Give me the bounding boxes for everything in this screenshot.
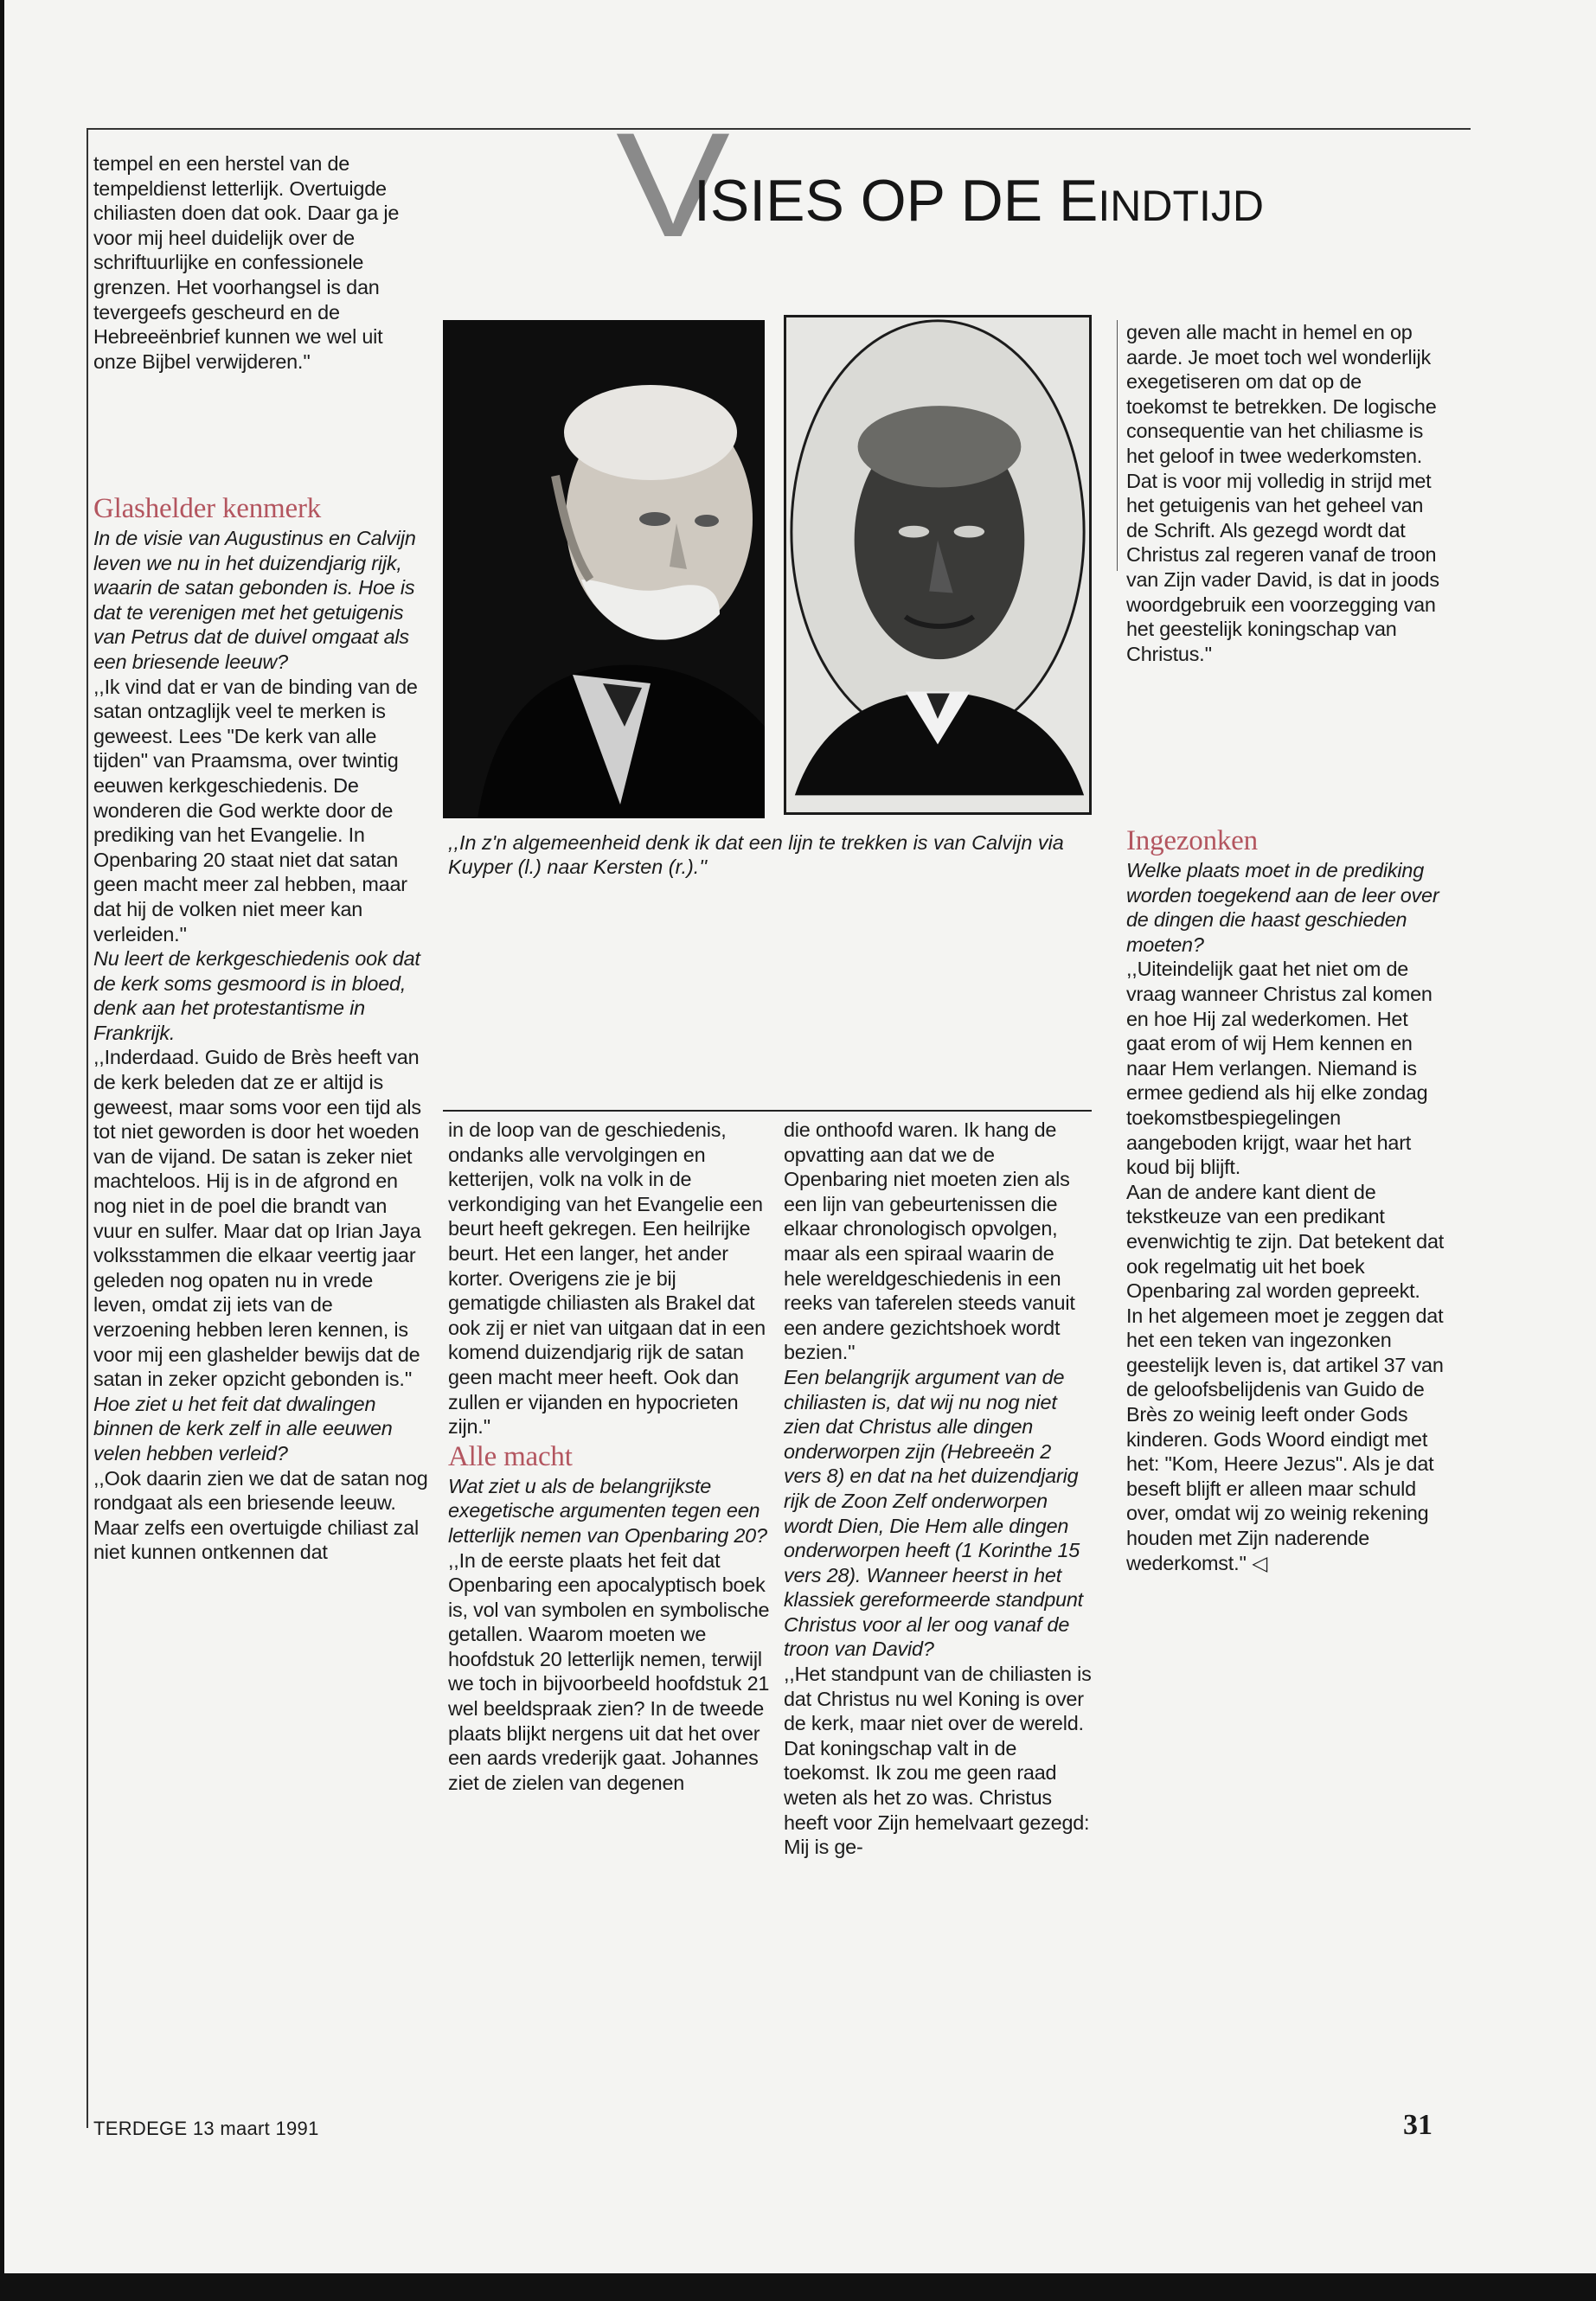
body-paragraph: Aan de andere kant dient de tekstkeuze van een predikant evenwichtig te zijn. Dat betekent dat ook regelmatig uit het boek Openbaring zal worden gepreekt. <box>1126 1180 1445 1303</box>
interview-question: Hoe ziet u het feit dat dwalingen binnen de kerk zelf in alle eeuwen velen hebben verleid? <box>93 1392 393 1465</box>
body-paragraph: ,,Inderdaad. Guido de Brès heeft van de kerk beleden dat ze er altijd is geweest, maar soms voor een tijd als tot niet geworden is door het woeden van de vijand. De satan is zeker niet machteloos. Hij is in de afgrond en nog niet in de poel die brandt van vuur en sulfer. Maar dat op Irian Jaya volksstammen die elkaar veertig jaar geleden nog opaten nu in vrede leven, omdat zij iets van de verzoening hebben leren kennen, is voor mij een glashelder bewijs dat de satan in zeker opzicht gebonden is.'' <box>93 1046 421 1391</box>
column-d-bottom <box>1126 824 1446 1575</box>
title-main: ISIES OP DE E <box>694 168 1099 234</box>
photo-caption: ,,In z'n algemeenheid denk ik dat een lijn te trekken is van Calvijn via Kuyper (l.) naar Kersten (r.).'' <box>448 831 1064 878</box>
page-number: 31 <box>1403 2109 1433 2141</box>
column-d-top <box>1126 320 1446 666</box>
body-paragraph: ,,Ook daarin zien we dat de satan nog rondgaat als een briesende leeuw. Maar zelfs een overtuigde chiliast zal niet kunnen ontkennen dat <box>93 1466 428 1564</box>
body-paragraph: tempel en een herstel van de tempeldienst letterlijk. Overtuigde chiliasten doen dat ook. Daar ga je voor mij heel duidelijk over de schriftuurlijke en confessionele grenzen. Het voorhangsel is dan tevergeefs gescheurd en de Hebreeënbrief kunnen we wel uit onze Bijbel verwijderen.'' <box>93 152 400 373</box>
photo-kersten <box>784 315 1092 815</box>
body-paragraph: die onthoofd waren. Ik hang de opvatting aan dat we de Openbaring niet moeten zien als een lijn van gebeurtenissen die elkaar chronologisch opvolgen, maar als een spiraal waarin de hele wereldgeschiedenis in een reeks van taferelen steeds vanuit een andere gezichtshoek wordt bezien.'' <box>784 1118 1075 1364</box>
body-paragraph: ,,Ik vind dat er van de binding van de satan ontzaglijk veel te merken is geweest. Lees "De kerk van alle tijden" van Praamsma, over twintig eeuwen kerkgeschiedenis. De wonderen die God werkte door de prediking van het Evangelie. In Openbaring 20 staat niet dat satan geen macht meer zal hebben, maar dat hij de volken niet meer kan verleiden.'' <box>93 675 418 945</box>
portrait-kersten-image <box>786 317 1089 812</box>
title-words <box>694 166 1264 240</box>
horizontal-rule <box>443 1110 1092 1112</box>
photo-kuyper <box>443 320 765 818</box>
body-paragraph: ,,In de eerste plaats het feit dat Openbaring een apocalyptisch boek is, vol van symbolen en symbolische getallen. Waarom moeten we hoofdstuk 20 letterlijk nemen, terwijl we toch in bijvoorbeeld hoofdstuk 21 wel beeldspraak zien? In de tweede plaats blijkt nergens uit dat het over een aards vrederijk gaat. Johannes ziet de zielen van degenen <box>448 1548 770 1794</box>
page-edge-left <box>0 0 4 2301</box>
section-heading: Alle macht <box>448 1440 573 1472</box>
title-small-caps: INDTIJD <box>1098 182 1265 230</box>
interview-question: Een belangrijk argument van de chiliasten is, dat wij nu nog niet zien dat Christus alle dingen onderworpen zijn (Hebreeën 2 vers 8) en dat na het duizendjarig rijk de Zoon Zelf onderworpen wordt Dien, Die Hem alle dingen onderworpen heeft (1 Korinthe 15 vers 28). Wanneer heerst in het klassiek gereformeerde standpunt Christus voor al ler oog vanaf de troon van David? <box>784 1365 1083 1661</box>
body-paragraph: geven alle macht in hemel en op aarde. Je moet toch wel wonderlijk exegetiseren om dat op de toekomst te betrekken. De logische consequentie van het chiliasme is het geloof in twee wederkomsten. Dat is voor mij volledig in strijd met het getuigenis van het geheel van de Schrift. Als gezegd wordt dat Christus zal regeren vanaf de troon van Zijn vader David, is dat in joods woordgebruik een voorzegging van het geestelijk koningschap van Christus.'' <box>1126 321 1439 665</box>
interview-question: Welke plaats moet in de prediking worden toegekend aan de leer over de dingen die haast geschieden moeten? <box>1126 859 1439 956</box>
interview-question: Nu leert de kerkgeschiedenis ook dat de kerk soms gesmoord is in bloed, denk aan het protestantisme in Frankrijk. <box>93 947 420 1044</box>
column-a-bottom <box>93 491 429 1565</box>
interview-question: Wat ziet u als de belangrijkste exegetische argumenten tegen een letterlijk nemen van Openbaring 20? <box>448 1474 767 1547</box>
body-paragraph: in de loop van de geschiedenis, ondanks alle vervolgingen en ketterijen, volk na volk in de verkondiging van het Evangelie een beurt heeft gekregen. Een heilrijke beurt. Het een langer, het ander korter. Overigens zie je bij gematigde chiliasten als Brakel dat ook zij er niet van uitgaan dat in een komend duizendjarig rijk de satan geen macht meer heeft. Ook dan zullen er vijanden en hypocrieten zijn.'' <box>448 1118 766 1439</box>
body-paragraph: ,,Uiteindelijk gaat het niet om de vraag wanneer Christus zal komen en hoe Hij zal wederkomen. Het gaat erom of wij Hem kennen en naar Hem verlangen. Niemand is ermee gediend als hij elke zondag toekomstbespiegelingen aangeboden krijgt, waar het hart koud bij blijft. <box>1126 958 1433 1179</box>
column-divider <box>1117 320 1118 571</box>
section-heading: Glashelder kenmerk <box>93 493 322 524</box>
interview-question: In de visie van Augustinus en Calvijn leven we nu in het duizendjarig rijk, waarin de satan gebonden is. Hoe is dat te verenigen met het getuigenis van Petrus dat de duivel omgaat als een briesende leeuw? <box>93 527 416 673</box>
body-paragraph: In het algemeen moet je zeggen dat het een teken van ingezonken geestelijk leven is, dat artikel 37 van de geloofsbelijdenis van Guido de Brès zo weinig leeft onder Gods kinderen. Gods Woord eindigt met het: "Kom, Heere Jezus". Als je dat beseft blijft er alleen maar schuld over, omdat wij zo weinig rekening houden met Zijn naderende wederkomst.'' ◁ <box>1126 1304 1444 1574</box>
body-paragraph: ,,Het standpunt van de chiliasten is dat Christus nu wel Koning is over de kerk, maar niet over de wereld. Dat koningschap valt in de toekomst. Ik zou me geen raad weten als het zo was. Christus heeft voor Zijn hemelvaart gezegd: Mij is ge- <box>784 1663 1092 1859</box>
column-b <box>448 1118 770 1795</box>
article-title <box>616 102 1455 275</box>
portrait-kuyper-image <box>443 320 765 818</box>
column-c <box>784 1118 1092 1860</box>
footer-publication: TERDEGE 13 maart 1991 <box>93 2118 319 2139</box>
title-initial: V <box>616 102 730 268</box>
column-a-top <box>93 151 429 374</box>
page-edge-bottom <box>0 2273 1596 2301</box>
section-heading: Ingezonken <box>1126 825 1258 856</box>
